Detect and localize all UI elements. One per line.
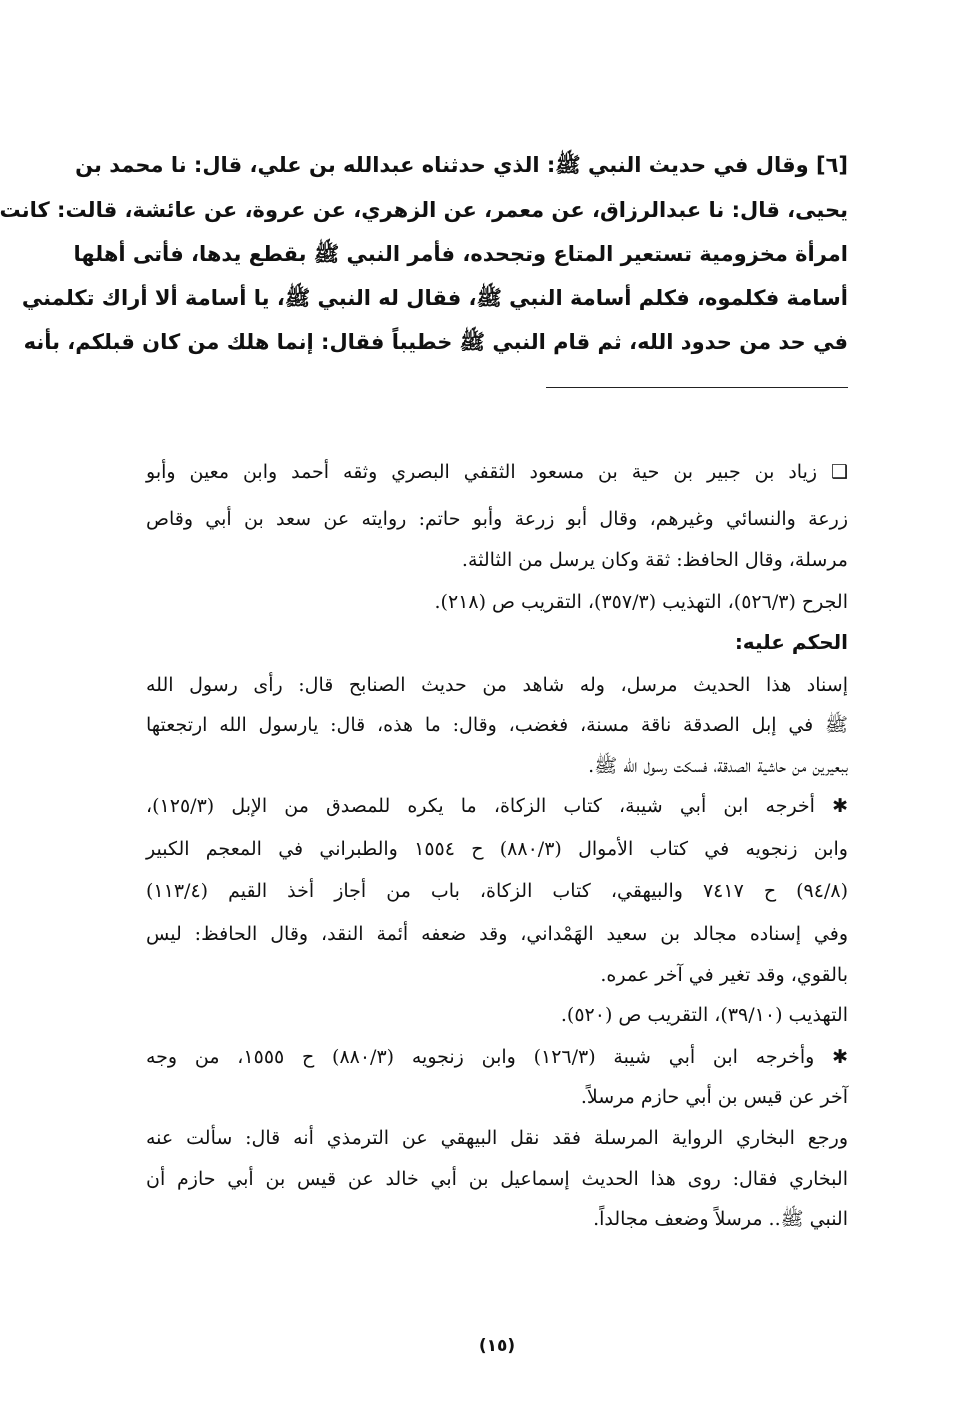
page-number: (١٥) [478, 1336, 516, 1356]
footnote-line: النبي ﷺ.. مرسلاً وضعف مجالداً. [593, 1208, 848, 1230]
footnote-line: وفي إسناده مجالد بن سعيد الهَمْداني، وقد ضعفه أئمة النقد، وقال الحافظ: ليس [146, 923, 848, 945]
footnote-line: ✱ وأخرجه ابن أبي شيبة (١٢٦/٣) وابن زنجويه (٨٨٠/٣) ح ١٥٥٥، من وجه [146, 1046, 848, 1068]
footnote-line: إسناد هذا الحديث مرسل، وله شاهد من حديث الصنابح قال: رأى رسول الله [146, 674, 848, 696]
footnote-line: البخاري فقال: روى هذا الحديث إسماعيل بن أبي خالد عن قيس بن أبي حازم أن [146, 1168, 848, 1190]
main-text-line: أسامة فكلموه، فكلم أسامة النبي ﷺ، فقال له النبي ﷺ، يا أسامة ألا أراك تكلمني [21, 286, 848, 310]
footnote-divider [546, 387, 848, 388]
footnote-line: بالقوي، وقد تغير في آخر عمره. [600, 964, 848, 986]
footnote-line: الجرح (٥٢٦/٣)، التهذيب (٣٥٧/٣)، التقريب ص (٢١٨). [434, 591, 848, 613]
footnote-line: آخر عن قيس بن أبي حازم مرسلاً. [580, 1086, 848, 1108]
footnote-line: ببعيرين من حاشية الصدقة، فسكت رسول الله ﷺ. [588, 755, 848, 777]
main-text-line: امرأة مخزومية تستعير المتاع وتجحده، فأمر النبي ﷺ بقطع يدها، فأتى أهلها [73, 242, 848, 266]
footnote-line: (٩٤/٨) ح ٧٤١٧ والبيهقي، كتاب الزكاة، باب من أجاز أخذ القيم (١١٣/٤) [146, 880, 848, 902]
footnote-line: التهذيب (٣٩/١٠)، التقريب ص (٥٢٠). [560, 1004, 848, 1026]
footnote-line: زرعة والنسائي وغيرهم، وقال أبو زرعة وأبو حاتم: روايته عن سعد بن أبي وقاص [146, 508, 848, 530]
footnote-line: ❑ زياد بن جبير بن حية بن مسعود الثقفي البصري وثقه أحمد وابن معين وأبو [146, 461, 848, 483]
main-text-line: في حد من حدود الله، ثم قام النبي ﷺ خطيباً فقال: إنما هلك من كان قبلكم، بأنه [23, 330, 848, 354]
main-text-line: [٦] وقال في حديث النبي ﷺ: الذي حدثناه عبدالله بن علي، قال: نا محمد بن [75, 153, 848, 177]
footnote-line: ﷺ في إبل الصدقة ناقة مسنة، فغضب، وقال: ما هذه، قال: يارسول الله ارتجعتها [146, 714, 848, 736]
ruling-heading: الحكم عليه: [734, 630, 848, 654]
footnote-line: مرسلة، وقال الحافظ: ثقة وكان يرسل من الثالثة. [461, 549, 848, 571]
footnote-line: ✱ أخرجه ابن أبي شيبة، كتاب الزكاة، ما يكره للمصدق من الإبل (١٢٥/٣)، [146, 795, 848, 817]
footnote-line: ورجع البخاري الرواية المرسلة فقد نقل البيهقي عن الترمذي أنه قال: سألت عنه [146, 1127, 848, 1149]
main-text-line: يحيى، قال: نا عبدالرزاق، عن معمر، عن الزهري، عن عروة، عن عائشة، قالت: كانت [0, 198, 848, 222]
footnote-line: وابن زنجويه في كتاب الأموال (٨٨٠/٣) ح ١٥٥٤ والطبراني في المعجم الكبير [146, 838, 848, 860]
